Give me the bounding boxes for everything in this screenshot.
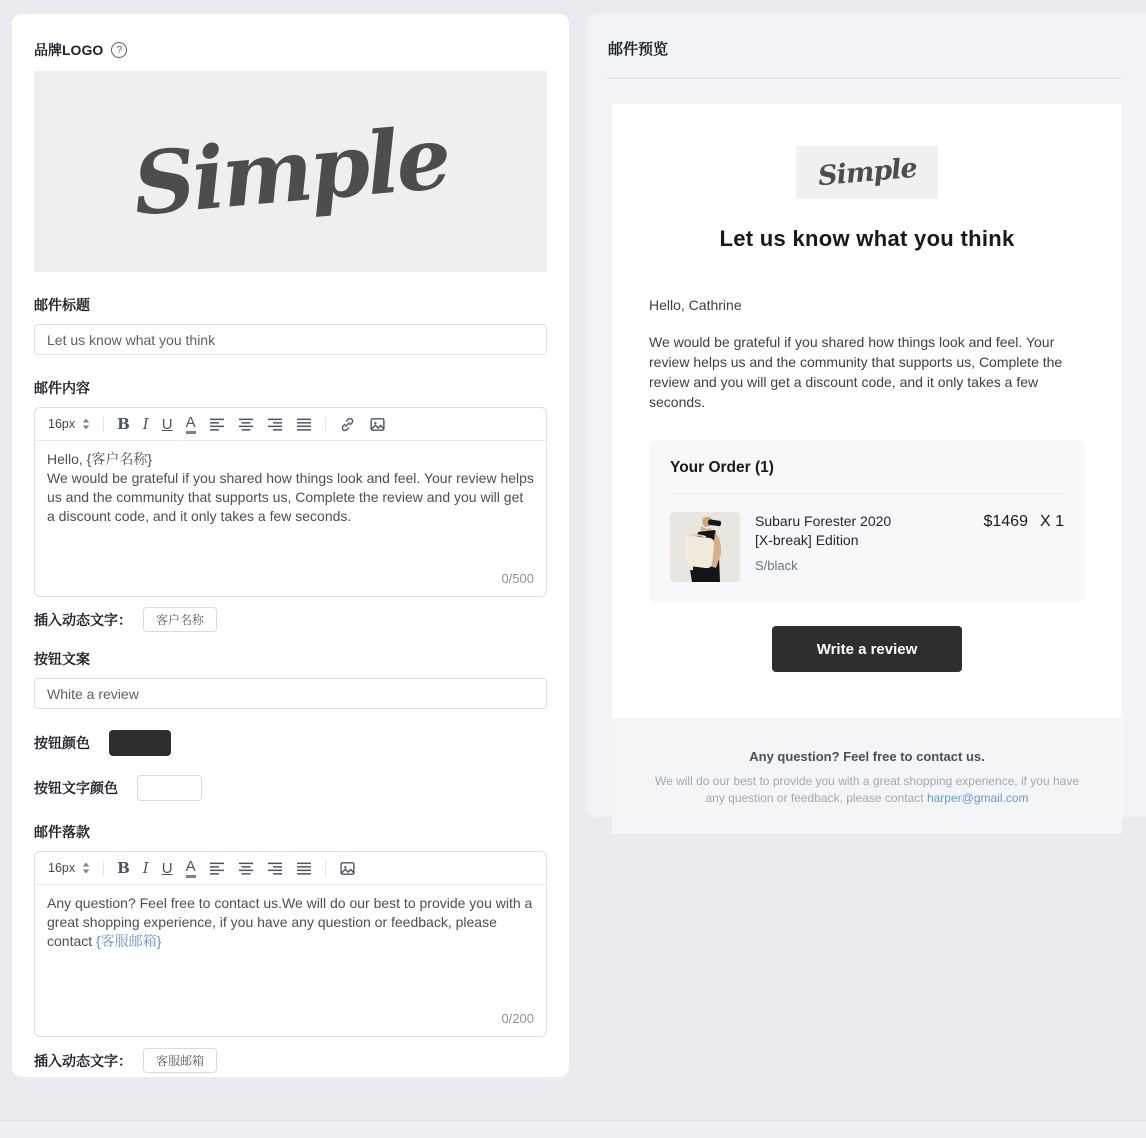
align-justify-button[interactable]	[296, 416, 312, 432]
product-variant: S/black	[755, 558, 798, 573]
font-size-select[interactable]	[48, 861, 90, 875]
align-justify-button[interactable]	[296, 860, 312, 876]
product-name-line: [X-break] Edition	[755, 532, 859, 548]
button-text-color-swatch[interactable]	[137, 775, 202, 801]
preview-logo-image: Simple	[816, 152, 918, 193]
font-size-value: 16px	[48, 861, 76, 875]
email-title-label: 邮件标题	[34, 297, 90, 313]
insert-image-button[interactable]	[339, 860, 356, 877]
page-bottom-bar	[0, 1120, 1146, 1138]
font-size-stepper-icon[interactable]	[82, 862, 90, 874]
help-icon[interactable]: ?	[111, 42, 127, 58]
underline-button[interactable]: U	[161, 859, 173, 877]
image-icon	[369, 416, 386, 433]
brand-logo-uploader[interactable]	[34, 71, 547, 272]
preview-panel-title: 邮件预览	[608, 41, 669, 58]
footer-text: Any question? Feel free to contact us.We will do our best to provide you with a great shopping experience, if you have any question or feedback, please contact	[47, 895, 533, 949]
order-divider	[670, 493, 1064, 494]
email-footer-textarea[interactable]	[35, 885, 546, 1036]
product-info	[755, 512, 983, 573]
bold-button[interactable]: B	[117, 858, 130, 877]
service-email-placeholder: {客服邮箱}	[96, 933, 162, 949]
align-center-button[interactable]	[238, 416, 254, 432]
content-line: Hello, {客户名称}	[47, 451, 153, 467]
toolbar-divider	[103, 417, 104, 432]
footer-text	[651, 773, 1083, 807]
email-content-label: 邮件内容	[34, 380, 90, 396]
preview-body-text: We would be grateful if you shared how things look and feel. Your review helps us and the community that supports us, Complete the review and you will get a discount code, and it only takes a few seconds.	[649, 334, 1063, 410]
align-right-button[interactable]	[267, 860, 283, 876]
align-right-icon	[267, 860, 283, 876]
italic-button[interactable]: I	[142, 414, 149, 433]
image-icon	[339, 860, 356, 877]
underline-button[interactable]: U	[161, 415, 173, 433]
align-center-icon	[238, 860, 254, 876]
align-center-button[interactable]	[238, 860, 254, 876]
footer-char-counter: 0/200	[501, 1011, 534, 1026]
product-photo-illustration	[670, 512, 740, 582]
align-right-button[interactable]	[267, 416, 283, 432]
font-size-stepper-icon[interactable]	[82, 418, 90, 430]
content-toolbar	[35, 408, 546, 441]
insert-image-button[interactable]	[369, 416, 386, 433]
preview-greeting: Hello, Cathrine	[649, 297, 742, 313]
button-color-row	[34, 730, 547, 756]
brand-logo-label-text: 品牌LOGO	[34, 42, 104, 58]
align-left-icon	[209, 416, 225, 432]
preview-divider	[605, 78, 1123, 79]
font-color-button[interactable]: A	[186, 859, 196, 878]
brand-logo-image: Simple	[129, 107, 452, 236]
align-center-icon	[238, 416, 254, 432]
font-color-button[interactable]: A	[186, 415, 196, 434]
email-editor-panel	[12, 14, 569, 1077]
footer-text-body: We will do our best to provide you with a great shopping experience, if you have any question or feedback, please contact	[654, 774, 1080, 805]
align-right-icon	[267, 416, 283, 432]
product-image	[670, 512, 740, 582]
email-footer-label: 邮件落款	[34, 824, 90, 840]
product-price-qty	[983, 512, 1064, 531]
email-body	[612, 104, 1122, 695]
preview-email-heading: Let us know what you think	[719, 226, 1015, 251]
customer-name-tag-button[interactable]: 客户名称	[143, 607, 217, 632]
button-text-label: 按钮文案	[34, 651, 90, 667]
content-char-counter: 0/500	[501, 571, 534, 586]
preview-email-footer	[612, 718, 1122, 834]
email-preview-card	[612, 104, 1122, 834]
insert-dynamic-row	[34, 1048, 547, 1073]
insert-link-button[interactable]	[339, 416, 356, 433]
toolbar-divider	[325, 417, 326, 432]
order-item-row	[670, 512, 1064, 582]
footer-toolbar	[35, 852, 546, 885]
footer-content-text	[47, 894, 534, 951]
insert-dynamic-row	[34, 607, 547, 632]
align-justify-icon	[296, 860, 312, 876]
link-icon	[339, 416, 356, 433]
contact-email-link[interactable]: harper@gmail.com	[926, 791, 1029, 805]
write-review-button[interactable]: Write a review	[772, 626, 962, 672]
button-text-color-row	[34, 775, 547, 801]
align-left-button[interactable]	[209, 416, 225, 432]
service-email-tag-button[interactable]: 客服邮箱	[143, 1048, 217, 1073]
font-size-select[interactable]	[48, 417, 90, 431]
order-card	[649, 440, 1085, 602]
align-justify-icon	[296, 416, 312, 432]
email-preview-panel	[587, 14, 1146, 817]
preview-brand-logo	[796, 146, 938, 199]
toolbar-divider	[325, 861, 326, 876]
button-text-color-label: 按钮文字颜色	[34, 780, 118, 796]
product-quantity: X 1	[1039, 513, 1064, 530]
button-color-label: 按钮颜色	[34, 735, 90, 751]
cta-wrap	[612, 626, 1122, 672]
insert-dynamic-label: 插入动态文字：	[34, 1052, 132, 1069]
email-content-textarea[interactable]	[35, 441, 546, 596]
product-name-line: Subaru Forester 2020	[755, 513, 892, 529]
footer-title: Any question? Feel free to contact us.	[749, 749, 985, 764]
email-title-input[interactable]: Let us know what you think	[34, 324, 547, 355]
brand-logo-label	[34, 40, 547, 60]
content-line: We would be grateful if you shared how things look and feel. Your review helps us and the community that supports us, Complete the review and you will get a discount code, and it only takes a few seconds.	[47, 470, 534, 524]
align-left-icon	[209, 860, 225, 876]
button-color-swatch[interactable]	[109, 730, 171, 756]
font-size-value: 16px	[48, 417, 76, 431]
insert-dynamic-label: 插入动态文字：	[34, 611, 132, 628]
email-content-editor	[34, 407, 547, 597]
italic-button[interactable]: I	[142, 858, 149, 877]
order-title: Your Order (1)	[670, 459, 774, 476]
bold-button[interactable]: B	[117, 414, 130, 433]
product-price: $1469	[983, 513, 1028, 530]
email-footer-editor	[34, 851, 547, 1037]
align-left-button[interactable]	[209, 860, 225, 876]
toolbar-divider	[103, 861, 104, 876]
button-text-input[interactable]: White a review	[34, 678, 547, 709]
